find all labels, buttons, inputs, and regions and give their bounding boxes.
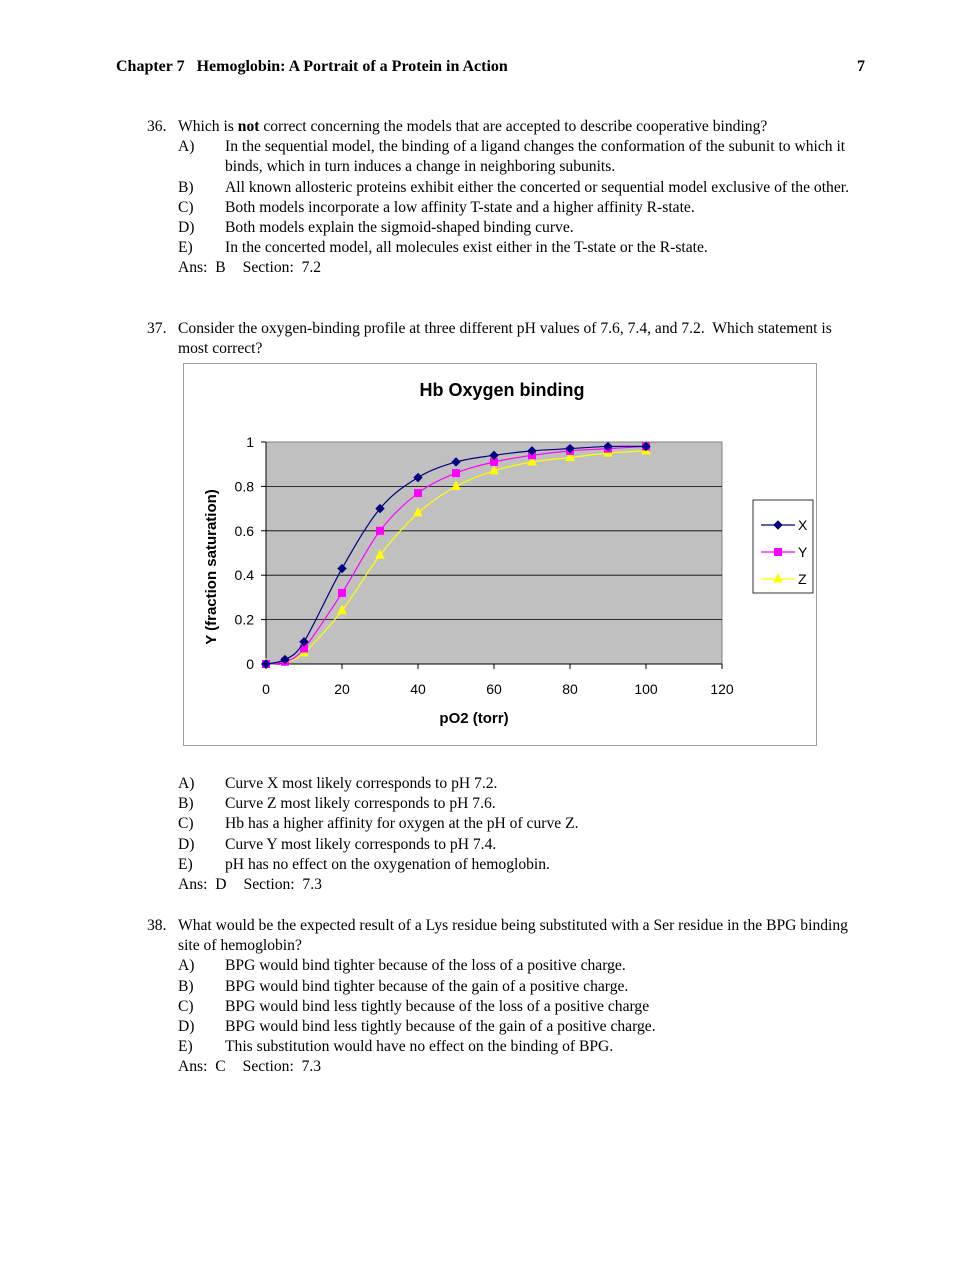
option-letter: A) — [178, 957, 195, 975]
answer: Ans: C — [178, 1058, 226, 1076]
option-text: In the concerted model, all molecules exist either in the T-state or the R-state. — [225, 239, 708, 257]
option-text: pH has no effect on the oxygenation of hemoglobin. — [225, 855, 550, 873]
x-tick-label: 0 — [262, 681, 270, 697]
option-text: All known allosteric proteins exhibit either the concerted or sequential model exclusive of the other. — [225, 178, 849, 196]
question-stem — [178, 117, 859, 137]
option-letter: D) — [178, 835, 195, 853]
option-text: Hb has a higher affinity for oxygen at the pH of curve Z. — [225, 815, 579, 833]
option — [178, 218, 859, 238]
option-letter: C) — [178, 198, 194, 216]
answer-line — [178, 875, 859, 895]
y-tick-label: 0.6 — [234, 522, 254, 539]
answer-line — [178, 1057, 859, 1077]
data-point-y — [415, 490, 422, 497]
option — [178, 835, 859, 855]
y-axis-label: Y (fraction saturation) — [203, 489, 220, 645]
option — [178, 814, 859, 834]
option — [178, 956, 859, 976]
option-text: BPG would bind less tightly because of the loss of a positive charge — [225, 997, 650, 1015]
legend-label-x: X — [798, 517, 808, 533]
option-text: Both models explain the sigmoid-shaped binding curve. — [225, 219, 574, 237]
option-text: Curve X most likely corresponds to pH 7.2. — [225, 775, 498, 792]
oxygen-binding-chart — [184, 364, 816, 745]
data-point-y — [453, 470, 460, 477]
section-ref: Section: 7.2 — [242, 259, 322, 277]
option — [178, 137, 859, 177]
option-letter: B) — [178, 977, 194, 995]
x-tick-label: 80 — [562, 681, 578, 697]
option-letter: E) — [178, 1038, 193, 1056]
y-tick-label: 0.4 — [234, 567, 254, 584]
option — [178, 178, 859, 198]
section-ref: Section: 7.3 — [242, 1058, 322, 1076]
option — [178, 794, 859, 814]
option-letter: C) — [178, 997, 194, 1015]
option-letter: A) — [178, 775, 195, 792]
option-letter: C) — [178, 815, 194, 833]
legend-label-y: Y — [798, 544, 808, 560]
x-tick-label: 20 — [334, 681, 350, 697]
chart-title: Hb Oxygen binding — [419, 380, 585, 400]
option — [178, 238, 859, 258]
question-37-options — [147, 774, 859, 895]
question-number: 36. — [147, 118, 167, 135]
option-letter: E) — [178, 855, 193, 873]
option-letter: D) — [178, 1018, 195, 1036]
question-37 — [147, 319, 859, 359]
option-letter: A) — [178, 138, 195, 156]
x-tick-label: 60 — [486, 681, 502, 697]
x-axis-label: pO2 (torr) — [439, 710, 509, 727]
question-36 — [147, 117, 859, 279]
x-tick-label: 40 — [410, 681, 426, 697]
question-stem: Consider the oxygen-binding profile at three different pH values of 7.6, 7.4, and 7.2. Which statement is most correct? — [178, 320, 836, 358]
question-number: 38. — [147, 917, 167, 934]
section-ref: Section: 7.3 — [243, 876, 322, 894]
data-point-y — [339, 589, 346, 596]
option — [178, 198, 859, 218]
option — [178, 977, 859, 997]
option-text: Curve Y most likely corresponds to pH 7.4. — [225, 835, 497, 853]
stem-emphasis: not — [237, 118, 260, 135]
y-tick-label: 0.8 — [234, 478, 254, 495]
option-text: In the sequential model, the binding of a ligand changes the conformation of the subunit to which it binds, which in turn induces a change in neighboring subunits. — [225, 138, 846, 176]
option — [178, 855, 859, 875]
option-text: BPG would bind tighter because of the loss of a positive charge. — [225, 957, 626, 975]
legend-label-z: Z — [798, 571, 807, 587]
option-letter: B) — [178, 178, 194, 196]
legend-marker-y — [775, 549, 782, 556]
x-tick-label: 100 — [634, 681, 658, 697]
plot-area — [266, 442, 722, 664]
stem-text: correct concerning the models that are accepted to describe cooperative binding? — [259, 118, 768, 135]
answer-line — [178, 258, 859, 278]
question-stem: What would be the expected result of a Lys residue being substituted with a Ser residue in the BPG binding site of hemoglobin? — [178, 917, 848, 955]
y-tick-label: 1 — [246, 434, 254, 450]
option — [178, 774, 859, 794]
option — [178, 1017, 859, 1037]
x-tick-label: 120 — [710, 681, 734, 697]
option-text: Curve Z most likely corresponds to pH 7.6. — [225, 795, 496, 813]
data-point-y — [377, 527, 384, 534]
stem-text: Which is — [178, 118, 238, 135]
question-38 — [147, 916, 859, 1078]
option-letter: D) — [178, 219, 195, 237]
option-letter: B) — [178, 795, 194, 813]
answer: Ans: D — [178, 876, 227, 894]
answer: Ans: B — [178, 259, 226, 277]
option-text: BPG would bind tighter because of the gain of a positive charge. — [225, 977, 629, 995]
y-tick-label: 0.2 — [234, 611, 254, 628]
option-text: Both models incorporate a low affinity T-state and a higher affinity R-state. — [225, 198, 695, 216]
option-text: BPG would bind less tightly because of the gain of a positive charge. — [225, 1018, 656, 1036]
option — [178, 1037, 859, 1057]
option-letter: E) — [178, 239, 193, 257]
page-number: 7 — [857, 58, 865, 75]
option-text: This substitution would have no effect on the binding of BPG. — [225, 1038, 614, 1056]
y-tick-label: 0 — [246, 656, 254, 672]
chapter-title: Chapter 7 Hemoglobin: A Portrait of a Protein in Action — [116, 58, 508, 75]
page-header — [116, 58, 865, 76]
chart-container — [183, 363, 817, 746]
question-number: 37. — [147, 320, 167, 337]
option — [178, 997, 859, 1017]
